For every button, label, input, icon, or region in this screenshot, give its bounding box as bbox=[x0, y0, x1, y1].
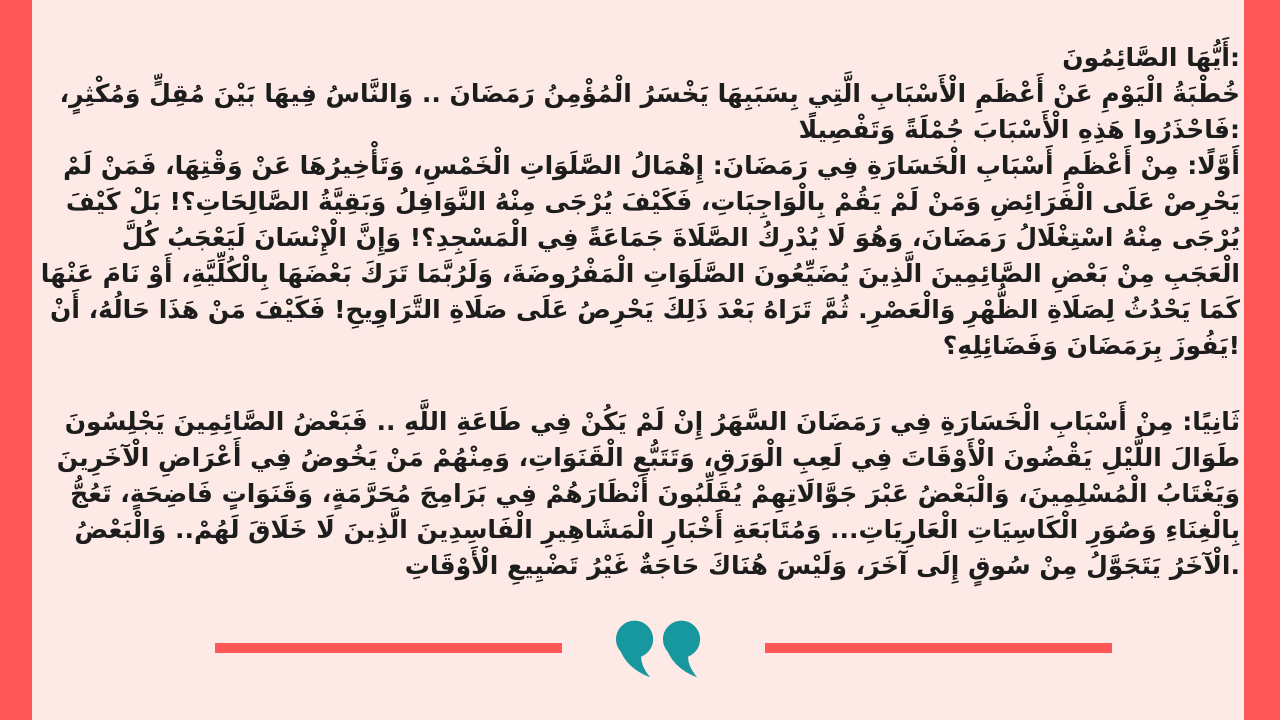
first-reason-paragraph: أَوَّلًا: مِنْ أَعْظَمِ أَسْبَابِ الْخَسَارَةِ فِي رَمَضَانَ: إِهْمَالُ الصَّلَوَاتِ الْخَمْسِ، وَتَأْخِيرُهَا عَنْ وَقْتِهَا، فَمَنْ لَمْ يَحْرِصْ عَلَى الْفَرَائِضِ وَمَنْ لَمْ يَقُمْ بِالْوَاجِبَاتِ، فَكَيْفَ يُرْجَى مِنْهُ النَّوَافِلُ وَبَقِيَّةُ الصَّالِحَاتِ؟! بَلْ كَيْفَ يُرْجَى مِنْهُ اسْتِغْلَالُ رَمَضَانَ، وَهُوَ لَا يُدْرِكُ الصَّلَاةَ جَمَاعَةً فِي الْمَسْجِدِ؟! وَإِنَّ الْإِنْسَانَ لَيَعْجَبُ كُلَّ الْعَجَبِ مِنْ بَعْضِ الصَّائِمِينَ الَّذِينَ يُضَيِّعُونَ الصَّلَوَاتِ الْمَفْرُوضَةَ، وَلَرُبَّمَا تَرَكَ بَعْضَهَا بِالْكُلِّيَّةِ، أَوْ نَامَ عَنْهَا كَمَا يَحْدُثُ لِصَلَاةِ الظُّهْرِ وَالْعَصْرِ. ثُمَّ تَرَاهُ بَعْدَ ذَلِكَ يَحْرِصُ عَلَى صَلَاةِ التَّرَاوِيحِ! فَكَيْفَ مَنْ هَذَا حَالُهُ، أَنْ يَفُوزَ بِرَمَضَانَ وَفَضَائِلِهِ؟! bbox=[40, 151, 1240, 360]
second-reason-paragraph: ثَانِيًا: مِنْ أَسْبَابِ الْخَسَارَةِ فِي رَمَضَانَ السَّهَرُ إِنْ لَمْ يَكُنْ فِي طَاعَةِ اللَّهِ .. فَبَعْضُ الصَّائِمِينَ يَجْلِسُونَ طَوَالَ اللَّيْلِ يَقْضُونَ الْأَوْقَاتَ فِي لَعِبِ الْوَرَقِ، وَتَتَبُّعِ الْقَنَوَاتِ، وَمِنْهُمْ مَنْ يَخُوضُ فِي أَعْرَاضِ الْآخَرِينَ وَيَغْتَابُ الْمُسْلِمِينَ، وَالْبَعْضُ عَبْرَ جَوَّالَاتِهِمْ يُقَلِّبُونَ أَنْظَارَهُمْ فِي بَرَامِجَ مُحَرَّمَةٍ، وَقَنَوَاتٍ فَاضِحَةٍ، تَعُجُّ بِالْغِنَاءِ وَصُوَرِ الْكَاسِيَاتِ الْعَارِيَاتِ... وَمُتَابَعَةِ أَخْبَارِ الْمَشَاهِيرِ الْفَاسِدِينَ الَّذِينَ لَا خَلَاقَ لَهُمْ.. وَالْبَعْضُ الْآخَرُ يَتَجَوَّلُ مِنْ سُوقٍ إِلَى آخَرَ، وَلَيْسَ هُنَاكَ حَاجَةٌ غَيْرُ تَضْيِيعِ الْأَوْقَاتِ. bbox=[56, 407, 1240, 580]
frame-bar-left bbox=[0, 0, 32, 720]
double-quote-icon bbox=[615, 620, 705, 678]
frame-bar-right bbox=[1244, 0, 1280, 720]
intro-paragraph: خُطْبَةُ الْيَوْمِ عَنْ أَعْظَمِ الْأَسْبَابِ الَّتِي بِسَبَبِهَا يَخْسَرُ الْمُؤْمِنُ رَمَضَانَ .. وَالنَّاسُ فِيهَا بَيْنَ مُقِلٍّ وَمُكْثِرٍ، فَاحْذَرُوا هَذِهِ الْأَسْبَابَ جُمْلَةً وَتَفْصِيلًا: bbox=[59, 79, 1240, 144]
khutbah-text-block bbox=[38, 40, 1240, 584]
salutation-line: أَيُّهَا الصَّائِمُونَ: bbox=[1062, 43, 1240, 72]
left-divider-line bbox=[215, 643, 562, 653]
right-divider-line bbox=[765, 643, 1112, 653]
